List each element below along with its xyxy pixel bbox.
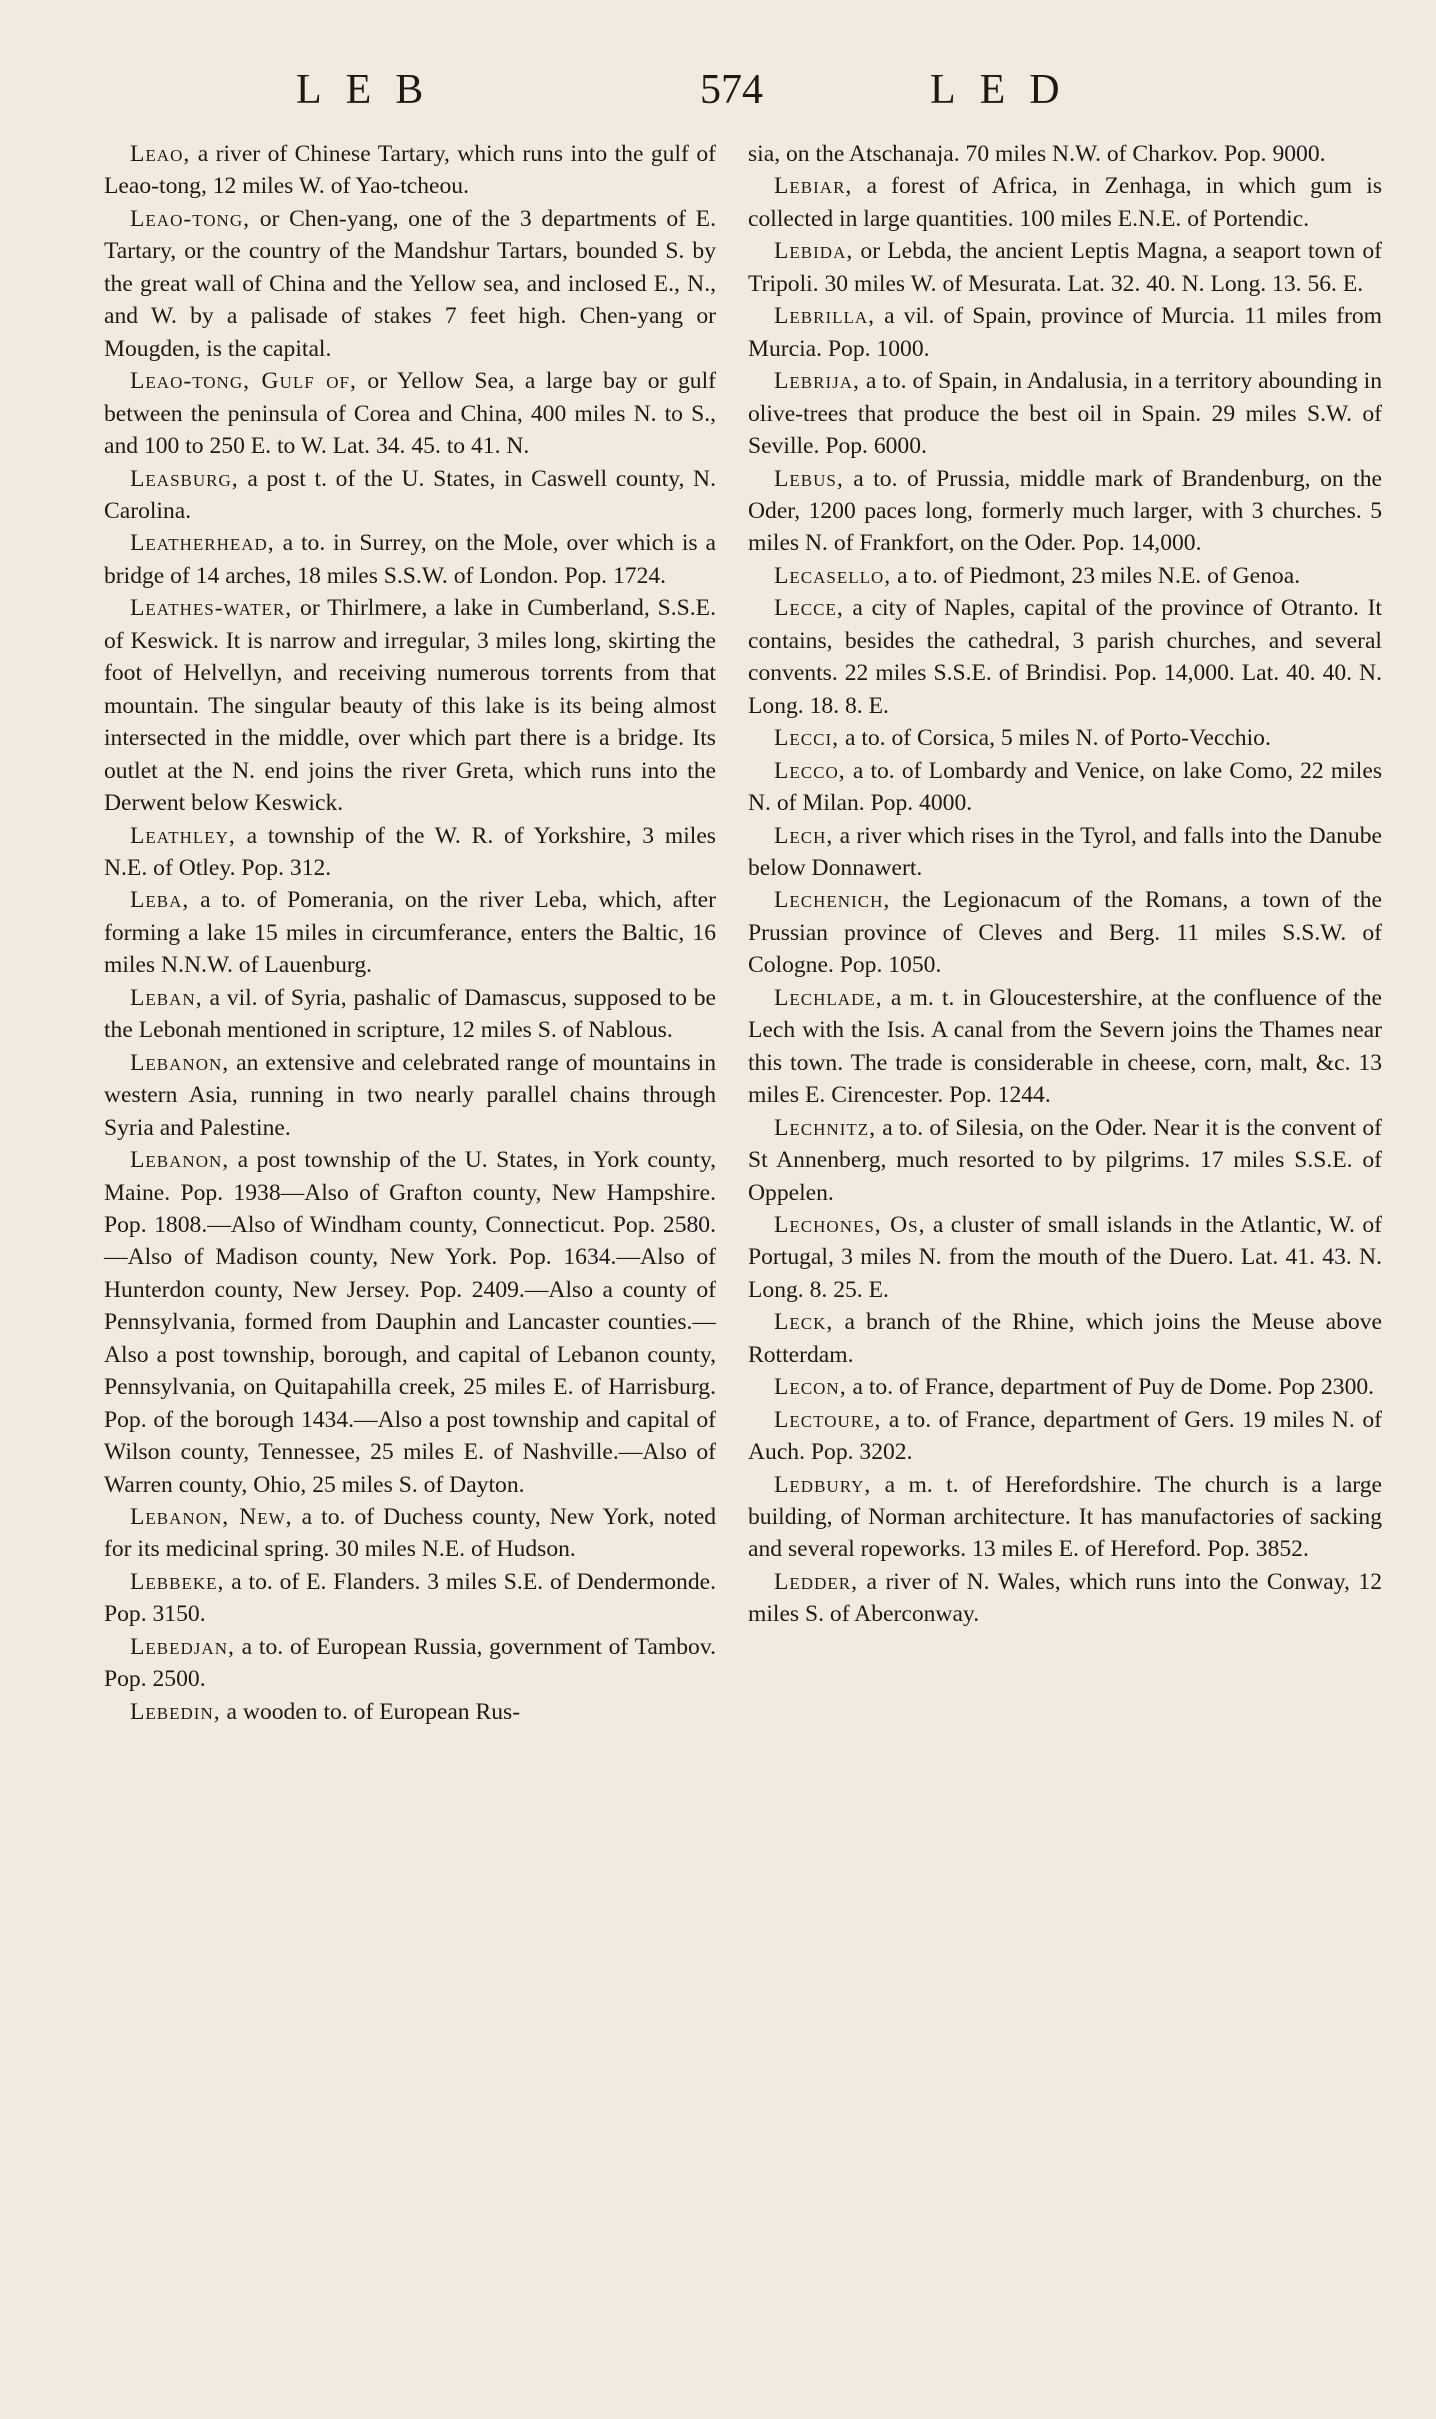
entry-text: a post township of the U. States, in York county, Maine. Pop. 1938—Also of Grafton county, New Hampshire. Pop. 1808.—Also of Windham county, Connecticut. Pop. 2580.—Also of Madison county, New York. Pop. 1634.—Also of Hunterdon county, New Jersey. Pop. 2409.—Also a county of Pennsylvania, formed from Dauphin and Lancaster counties.—Also a post township, borough, and capital of Lebanon county, Pennsylvania, on Quitapahilla creek, 25 miles E. of Harrisburg. Pop. of the borough 1434.—Also a post township and capital of Wilson county, Tennessee, 25 miles E. of Nashville.—Also of Warren county, Ohio, 25 miles S. of Dayton. [104, 1147, 716, 1498]
entry-text: a river of N. Wales, which runs into the Conway, 12 miles S. of Aberconway. [748, 1568, 1382, 1628]
entry-headword: Lebanon, [130, 1147, 230, 1174]
entry-headword: Lectoure, [774, 1406, 882, 1433]
entry-text: a forest of Africa, in Zenhaga, in which gum is collected in large quantities. 100 miles E.N.E. of Portendic. [748, 173, 1382, 232]
gazetteer-entry [748, 1469, 1382, 1566]
entry-text: or Lebda, the ancient Leptis Magna, a seaport town of Tripoli. 30 miles W. of Mesurata. Lat. 32. 40. N. Long. 13. 56. E. [748, 238, 1382, 297]
gazetteer-entry [104, 592, 716, 819]
entry-text: a vil. of Spain, province of Murcia. 11 miles from Murcia. Pop. 1000. [748, 303, 1382, 362]
running-head-right: LED [930, 67, 1084, 113]
gazetteer-entry [104, 1631, 716, 1696]
entry-headword: Lecco, [774, 757, 846, 784]
entry-text: a to. of Silesia, on the Oder. Near it is the convent of St Annenberg, much resorted to by pilgrims. 17 miles S.S.E. of Oppelen. [748, 1114, 1382, 1206]
entry-headword: Leathes-water, [130, 595, 293, 622]
entry-text: a to. of Pomerania, on the river Leba, which, after forming a lake 15 miles in circumferance, enters the Baltic, 16 miles N.N.W. of Lauenburg. [104, 887, 716, 979]
entry-text: a river which rises in the Tyrol, and falls into the Danube below Donnawert. [748, 822, 1382, 881]
gazetteer-entry [104, 138, 716, 203]
entry-text: a vil. of Syria, pashalic of Damascus, supposed to be the Lebonah mentioned in scripture, 12 miles S. of Nablous. [104, 984, 716, 1044]
entry-text: a wooden to. of European Rus- [220, 1698, 521, 1725]
entry-text: a to. of Lombardy and Venice, on lake Como, 22 miles N. of Milan. Pop. 4000. [748, 757, 1382, 817]
gazetteer-entry [104, 1501, 716, 1566]
entry-text: sia, on the Atschanaja. 70 miles N.W. of Charkov. Pop. 9000. [748, 141, 1326, 167]
entry-text: a to. of European Russia, government of Tambov. Pop. 2500. [104, 1633, 716, 1693]
entry-headword: Leao-tong, Gulf of, [130, 368, 357, 395]
entry-headword: Lebus, [774, 465, 844, 492]
gazetteer-entry [104, 1144, 716, 1501]
entry-headword: Leao-tong, [130, 205, 251, 232]
entry-text: a to. of Corsica, 5 miles N. of Porto-Vecchio. [839, 725, 1271, 752]
entry-headword: Lecce, [774, 595, 844, 622]
entry-headword: Leck, [774, 1309, 834, 1336]
entry-headword: Lechlade, [774, 984, 883, 1011]
entry-text: a m. t. in Gloucestershire, at the confluence of the Lech with the Isis. A canal from the Severn joins the Thames near this town. The trade is considerable in cheese, corn, malt, &c. 13 miles E. Cirencester. Pop. 1244. [748, 984, 1382, 1109]
gazetteer-entry [748, 982, 1382, 1112]
gazetteer-entry [104, 527, 716, 592]
entry-text: a to. of E. Flanders. 3 miles S.E. of Dendermonde. Pop. 3150. [104, 1568, 716, 1628]
gazetteer-entry [748, 755, 1382, 820]
entry-headword: Lechones, Os, [774, 1211, 926, 1238]
entry-text: a to. in Surrey, on the Mole, over which is a bridge of 14 arches, 18 miles S.S.W. of London. Pop. 1724. [104, 530, 716, 589]
gazetteer-entry [748, 1371, 1382, 1403]
entry-headword: Lecasello, [774, 562, 892, 589]
left-column [104, 138, 716, 1728]
entry-headword: Leban, [130, 984, 203, 1011]
entry-headword: Lebbeke, [130, 1568, 225, 1595]
gazetteer-entry [748, 365, 1382, 462]
gazetteer-entry [748, 170, 1382, 235]
entry-headword: Lebedin, [130, 1698, 221, 1725]
running-head-left: LEB [296, 67, 448, 113]
gazetteer-entry [748, 1566, 1382, 1631]
gazetteer-entry [104, 365, 716, 462]
gazetteer-entry [748, 1209, 1382, 1306]
entry-text: a to. of France, department of Gers. 19 miles N. of Auch. Pop. 3202. [748, 1406, 1382, 1466]
entry-headword: Lech, [774, 822, 834, 849]
gazetteer-entry [748, 592, 1382, 722]
gazetteer-entry [748, 463, 1382, 560]
gazetteer-entry [748, 235, 1382, 300]
entry-text: the Legionacum of the Romans, a town of the Prussian province of Cleves and Berg. 11 miles S.S.W. of Cologne. Pop. 1050. [748, 887, 1382, 979]
gazetteer-entry [104, 463, 716, 528]
gazetteer-entry [748, 1112, 1382, 1209]
entry-text: a branch of the Rhine, which joins the Meuse above Rotterdam. [748, 1309, 1382, 1368]
gazetteer-entry [104, 884, 716, 981]
entry-headword: Lebrija, [774, 368, 860, 395]
gazetteer-entry [748, 560, 1382, 592]
entry-headword: Lechenich, [774, 887, 891, 914]
entry-headword: Leathley, [130, 822, 236, 849]
entry-headword: Lecon, [774, 1374, 847, 1401]
entry-text: a to. of Prussia, middle mark of Brandenburg, on the Oder, 1200 paces long, formerly much larger, with 3 churches. 5 miles N. of Frankfort, on the Oder. Pop. 14,000. [748, 465, 1382, 557]
right-column [748, 138, 1382, 1631]
gazetteer-entry [748, 300, 1382, 365]
gazetteer-entry [104, 203, 716, 365]
entry-text: an extensive and celebrated range of mountains in western Asia, running in two nearly parallel chains through Syria and Palestine. [104, 1049, 716, 1141]
entry-text: a township of the W. R. of Yorkshire, 3 miles N.E. of Otley. Pop. 312. [104, 822, 716, 881]
gazetteer-entry [748, 1404, 1382, 1469]
entry-headword: Leasburg, [130, 465, 239, 492]
gazetteer-entry [748, 1306, 1382, 1371]
gazetteer-entry [104, 1047, 716, 1144]
entry-headword: Lebida, [774, 238, 854, 265]
gazetteer-entry [104, 982, 716, 1047]
entry-headword: Leba, [130, 887, 190, 914]
entry-text: or Chen-yang, one of the 3 departments of E. Tartary, or the country of the Mandshur Tartars, bounded S. by the great wall of China and the Yellow sea, and inclosed E., N., and W. by a palisade of stakes 7 feet high. Chen-yang or Mougden, is the capital. [104, 205, 716, 362]
entry-text: a to. of Piedmont, 23 miles N.E. of Genoa. [891, 562, 1301, 589]
entry-text: or Thirlmere, a lake in Cumberland, S.S.E. of Keswick. It is narrow and irregular, 3 miles long, skirting the foot of Helvellyn, and receiving numerous torrents from that mountain. The singular beauty of this lake is its being almost intersected in the middle, over which part there is a bridge. Its outlet at the N. end joins the river Greta, which runs into the Derwent below Keswick. [104, 595, 716, 817]
entry-headword: Lebedjan, [130, 1633, 235, 1660]
entry-text: a post t. of the U. States, in Caswell county, N. Carolina. [104, 465, 716, 524]
entry-text: a to. of France, department of Puy de Dome. Pop 2300. [846, 1374, 1375, 1401]
entry-headword: Leao, [130, 141, 191, 167]
entry-text: a river of Chinese Tartary, which runs into the gulf of Leao-tong, 12 miles W. of Yao-tcheou. [104, 141, 716, 200]
gazetteer-entry [748, 138, 1382, 170]
entry-text: a to. of Duchess county, New York, noted for its medicinal spring. 30 miles N.E. of Hudson. [104, 1504, 716, 1563]
page-number: 574 [700, 67, 763, 113]
gazetteer-entry [748, 722, 1382, 754]
running-head [0, 66, 1436, 126]
gazetteer-entry [104, 1696, 716, 1728]
entry-headword: Lebrilla, [774, 303, 876, 330]
entry-headword: Lebanon, [130, 1049, 230, 1076]
entry-text: a city of Naples, capital of the province of Otranto. It contains, besides the cathedral, 3 parish churches, and several convents. 22 miles S.S.E. of Brindisi. Pop. 14,000. Lat. 40. 40. N. Long. 18. 8. E. [748, 595, 1382, 719]
gazetteer-entry [104, 820, 716, 885]
entry-headword: Ledbury, [774, 1471, 872, 1498]
entry-headword: Lebanon, New, [130, 1504, 293, 1531]
gazetteer-entry [748, 884, 1382, 981]
entry-headword: Lecci, [774, 725, 840, 752]
entry-headword: Lechnitz, [774, 1114, 877, 1141]
entry-headword: Leatherhead, [130, 530, 275, 557]
entry-text: a cluster of small islands in the Atlantic, W. of Portugal, 3 miles N. from the mouth of the Duero. Lat. 41. 43. N. Long. 8. 25. E. [748, 1211, 1382, 1303]
gazetteer-entry [748, 820, 1382, 885]
entry-text: a to. of Spain, in Andalusia, in a territory abounding in olive-trees that produce the best oil in Spain. 29 miles S.W. of Seville. Pop. 6000. [748, 368, 1382, 460]
entry-headword: Ledder, [774, 1568, 858, 1595]
entry-text: a m. t. of Herefordshire. The church is a large building, of Norman architecture. It has manufactories of sacking and several ropeworks. 13 miles E. of Hereford. Pop. 3852. [748, 1471, 1382, 1563]
entry-text: or Yellow Sea, a large bay or gulf between the peninsula of Corea and China, 400 miles N. to S., and 100 to 250 E. to W. Lat. 34. 45. to 41. N. [104, 368, 716, 460]
gazetteer-entry [104, 1566, 716, 1631]
entry-headword: Lebiar, [774, 173, 853, 200]
